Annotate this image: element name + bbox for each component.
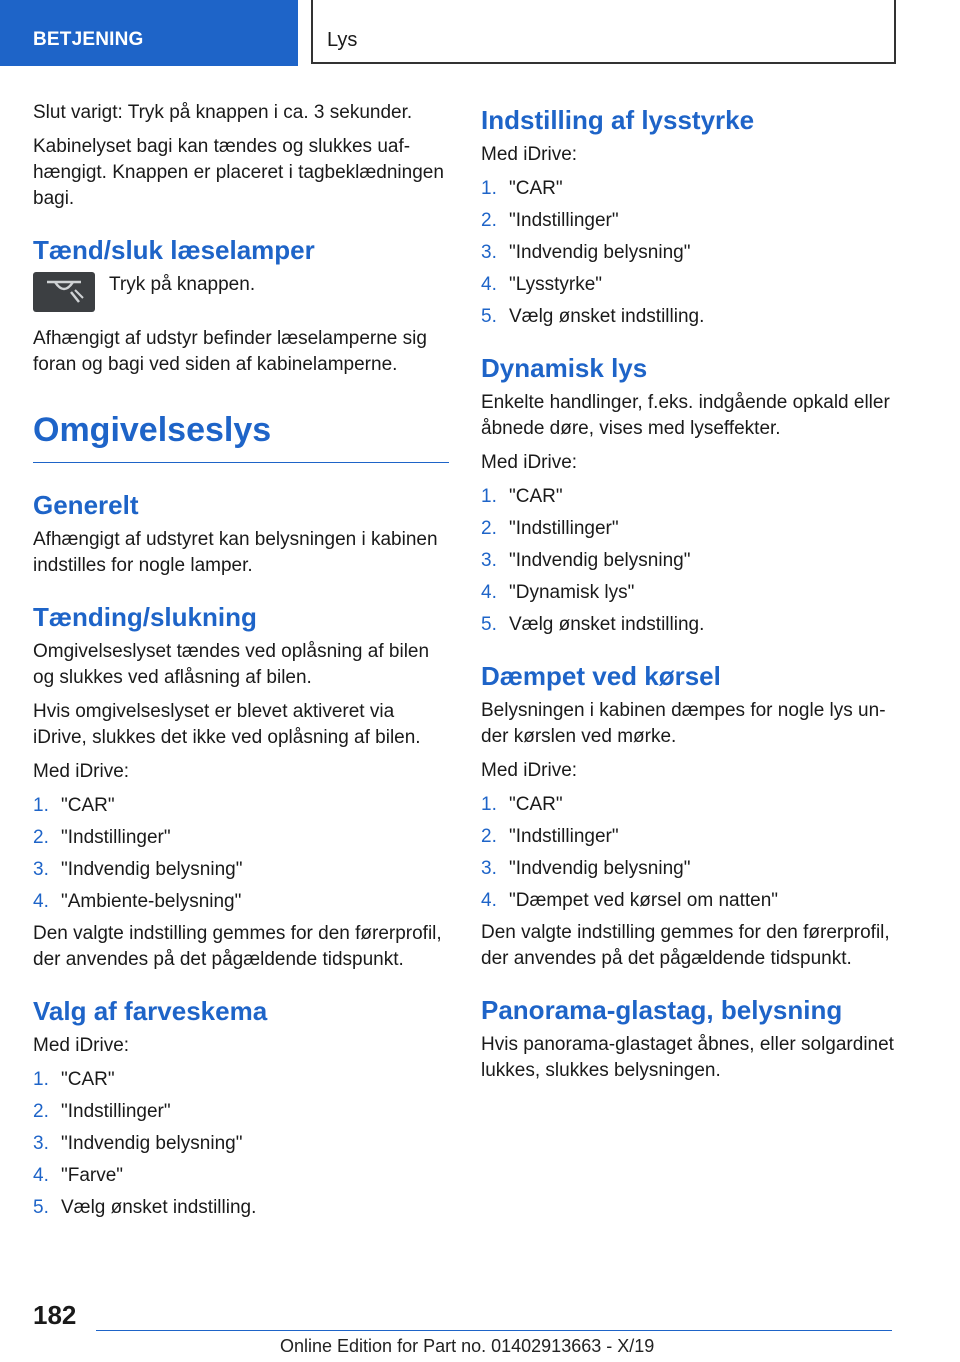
step-text: "Dynamisk lys": [509, 582, 635, 603]
list-item: [33, 1131, 449, 1157]
step-text: "Indstillinger": [509, 826, 619, 847]
step-text: "CAR": [509, 486, 563, 507]
step-number: 4.: [481, 890, 497, 911]
list-item: [481, 580, 901, 606]
heading-ambient-light: Omgivelseslys: [33, 408, 449, 463]
right-column: [481, 100, 901, 1092]
steps-dynamic: [481, 484, 901, 638]
step-number: 1.: [481, 486, 497, 507]
list-item: [481, 888, 901, 914]
step-text: "Indvendig belysning": [509, 242, 691, 263]
step-number: 1.: [481, 794, 497, 815]
step-text: "Lysstyrke": [509, 274, 603, 295]
paragraph-rear-light: Kabinelyset bagi kan tændes og slukkes uafhængigt. Knappen er placeret i tagbeklædningen bagi.: [33, 136, 444, 209]
step-text: "Indvendig belysning": [509, 858, 691, 879]
list-item: [481, 304, 901, 330]
heading-on-off: Tænding/slukning: [33, 602, 257, 632]
heading-color-scheme: Valg af farveskema: [33, 996, 268, 1026]
list-item: [481, 792, 901, 818]
step-text: "Indvendig belysning": [509, 550, 691, 571]
paragraph-hold: Slut varigt: Tryk på knappen i ca. 3 sekunder.: [33, 102, 413, 123]
step-text: "Farve": [61, 1165, 124, 1186]
step-text: "Ambiente-belysning": [61, 891, 242, 912]
left-column: [33, 100, 449, 1227]
heading-general: Generelt: [33, 490, 139, 520]
list-item: [33, 825, 449, 851]
list-item: [33, 1163, 449, 1189]
list-item: [481, 240, 901, 266]
list-item: [33, 889, 449, 915]
step-text: "Indstillinger": [61, 827, 171, 848]
list-item: [481, 484, 901, 510]
heading-brightness: Indstilling af lysstyrke: [481, 105, 755, 135]
paragraph-with-idrive: Med iDrive:: [481, 452, 578, 473]
list-item: [481, 272, 901, 298]
paragraph-panorama: Hvis panorama-glastaget åbnes, eller solgardinet lukkes, slukkes belysningen.: [481, 1034, 894, 1081]
step-text: "Indstillinger": [509, 210, 619, 231]
paragraph-on-off-2: Hvis omgivelseslyset er blevet aktiveret via iDrive, slukkes det ikke ved oplåsning af bilen.: [33, 701, 421, 748]
step-text: "Indstillinger": [509, 518, 619, 539]
paragraph-saved-profile: Den valgte indstilling gemmes for den førerprofil, der anvendes på det pågældende tidspunkt.: [481, 922, 890, 969]
step-number: 4.: [481, 274, 497, 295]
list-item: [481, 208, 901, 234]
step-number: 1.: [33, 1069, 49, 1090]
step-number: 4.: [33, 1165, 49, 1186]
list-item: [33, 1099, 449, 1125]
steps-dimmed: [481, 792, 901, 914]
step-text: "CAR": [61, 795, 115, 816]
list-item: [481, 612, 901, 638]
list-item: [481, 548, 901, 574]
list-item: [33, 1195, 449, 1221]
paragraph-dynamic: Enkelte handlinger, f.eks. indgående opkald eller åbnede døre, vises med lyseffekter.: [481, 392, 890, 439]
step-text: "Indvendig belysning": [61, 859, 243, 880]
step-number: 3.: [33, 1133, 49, 1154]
step-number: 3.: [481, 550, 497, 571]
list-item: [33, 857, 449, 883]
paragraph-dimmed: Belysningen i kabinen dæmpes for nogle lys under kørslen ved mørke.: [481, 700, 886, 747]
step-text: Vælg ønsket indstilling.: [509, 306, 705, 327]
page-number: 182: [33, 1300, 77, 1330]
steps-color: [33, 1067, 449, 1221]
paragraph-reading-location: Afhængigt af udstyr befinder læselamperne sig foran og bagi ved siden af kabinelamperne.: [33, 328, 427, 375]
reading-lamp-instruction: [33, 272, 449, 312]
paragraph-with-idrive: Med iDrive:: [33, 1035, 130, 1056]
heading-reading-lamps: Tænd/sluk læselamper: [33, 235, 315, 265]
step-number: 5.: [481, 306, 497, 327]
list-item: [481, 176, 901, 202]
step-number: 2.: [481, 826, 497, 847]
step-number: 5.: [481, 614, 497, 635]
list-item: [33, 1067, 449, 1093]
step-text: "CAR": [61, 1069, 115, 1090]
step-number: 1.: [481, 178, 497, 199]
heading-panorama-roof: Panorama-glastag, belysning: [481, 995, 843, 1025]
footer-divider: [96, 1330, 892, 1331]
steps-brightness: [481, 176, 901, 330]
step-text: "Indvendig belysning": [61, 1133, 243, 1154]
step-text: "CAR": [509, 794, 563, 815]
step-number: 2.: [33, 1101, 49, 1122]
paragraph-on-off-1: Omgivelseslyset tændes ved oplåsning af bilen og slukkes ved aflåsning af bilen.: [33, 641, 430, 688]
step-number: 4.: [481, 582, 497, 603]
step-number: 2.: [481, 518, 497, 539]
list-item: [481, 516, 901, 542]
step-number: 5.: [33, 1197, 49, 1218]
steps-ambient: [33, 793, 449, 915]
paragraph-with-idrive: Med iDrive:: [33, 761, 130, 782]
step-number: 2.: [33, 827, 49, 848]
step-number: 3.: [481, 858, 497, 879]
heading-dimmed-driving: Dæmpet ved kørsel: [481, 661, 721, 691]
step-text: Vælg ønsket indstilling.: [509, 614, 705, 635]
paragraph-with-idrive: Med iDrive:: [481, 144, 578, 165]
step-text: "Dæmpet ved kørsel om natten": [509, 890, 779, 911]
paragraph-general: Afhængigt af udstyret kan belysningen i kabinen indstilles for nogle lamper.: [33, 529, 438, 576]
step-number: 3.: [33, 859, 49, 880]
reading-lamp-icon: [33, 272, 95, 312]
paragraph-saved-profile: Den valgte indstilling gemmes for den førerprofil, der anvendes på det pågældende tidspunkt.: [33, 923, 442, 970]
list-item: [33, 793, 449, 819]
section-tab: BETJENING: [0, 0, 298, 66]
step-text: Vælg ønsket indstilling.: [61, 1197, 257, 1218]
paragraph-with-idrive: Med iDrive:: [481, 760, 578, 781]
step-number: 1.: [33, 795, 49, 816]
page-header: [0, 0, 960, 66]
heading-dynamic-light: Dynamisk lys: [481, 353, 648, 383]
step-number: 4.: [33, 891, 49, 912]
topic-tab: Lys: [311, 0, 896, 64]
list-item: [481, 824, 901, 850]
step-number: 3.: [481, 242, 497, 263]
edition-text: Online Edition for Part no. 01402913663 - X/19: [280, 1336, 655, 1356]
step-number: 2.: [481, 210, 497, 231]
list-item: [481, 856, 901, 882]
paragraph-press-button: Tryk på knappen.: [109, 274, 256, 295]
step-text: "CAR": [509, 178, 563, 199]
step-text: "Indstillinger": [61, 1101, 171, 1122]
